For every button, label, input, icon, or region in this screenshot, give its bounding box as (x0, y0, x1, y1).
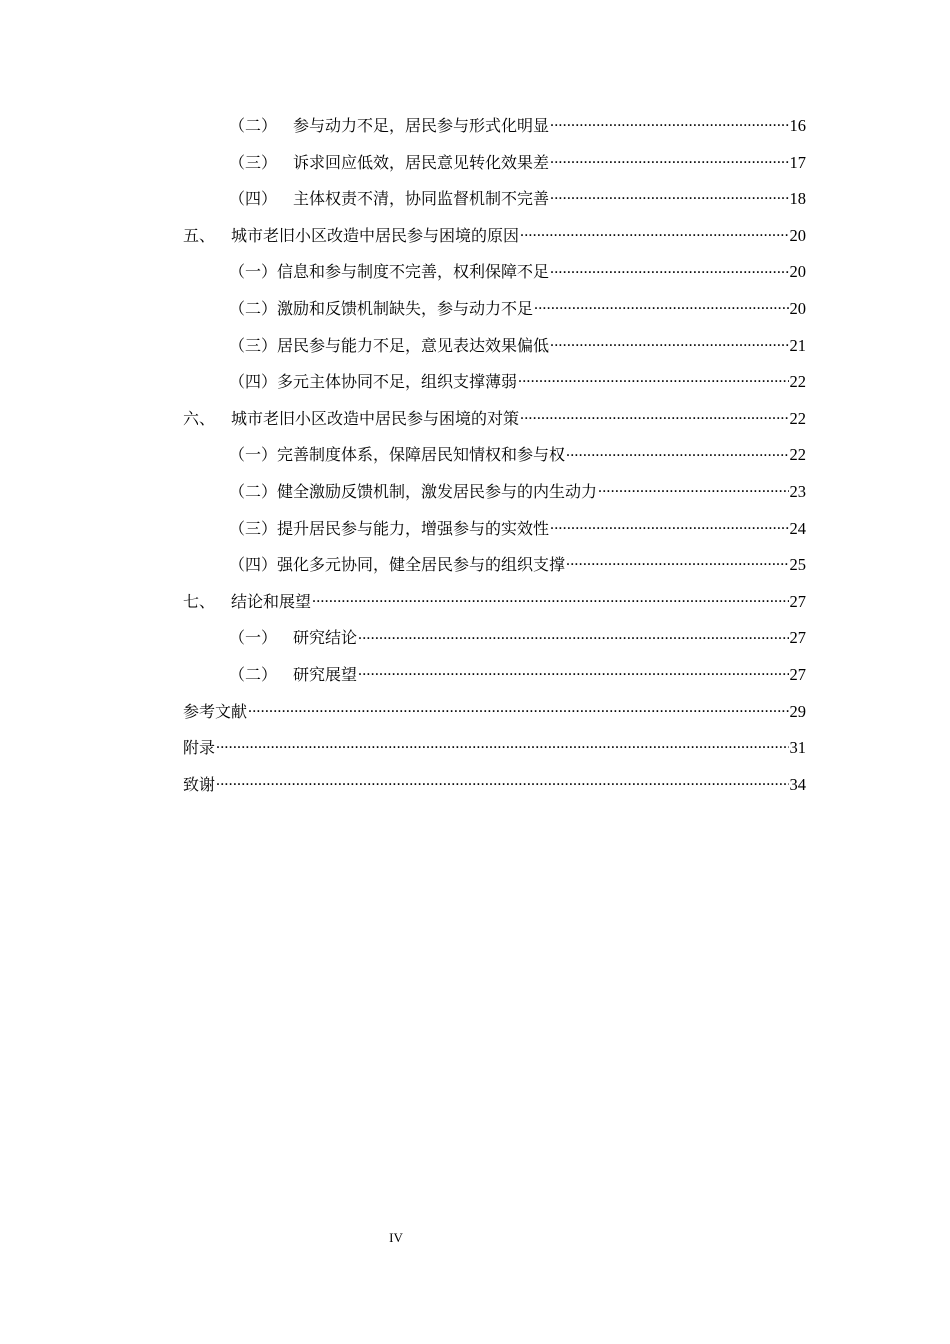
toc-entry-number: （二） (229, 481, 278, 501)
toc-entry-page: 23 (789, 481, 806, 501)
toc-entry[interactable] (183, 364, 806, 401)
dot-leader (550, 518, 788, 534)
toc-entry-number: （二） (229, 664, 278, 684)
dot-leader (358, 664, 788, 680)
toc-entry-page: 22 (789, 445, 806, 465)
toc-entry-number: 六、 (183, 408, 216, 428)
toc-entry-title: 参与动力不足，居民参与形式化明显 (293, 116, 550, 135)
toc-entry-page: 27 (789, 628, 806, 648)
toc-entry-number: （四） (229, 555, 278, 575)
toc-entry-page: 29 (789, 701, 806, 721)
dot-leader (534, 298, 788, 314)
toc-entry-title: 完善制度体系，保障居民知情权和参与权 (277, 445, 566, 465)
toc-entry-title: 附录 (183, 738, 216, 758)
toc-entry[interactable] (183, 547, 806, 584)
toc-entry[interactable] (183, 328, 806, 365)
toc-entry-number: （一） (229, 262, 278, 282)
toc-entry-title: 研究展望 (293, 664, 358, 684)
toc-entry[interactable] (183, 767, 806, 804)
toc-entry[interactable] (183, 181, 806, 218)
toc-entry-title: 提升居民参与能力，增强参与的实效性 (277, 518, 550, 538)
dot-leader (550, 152, 788, 168)
toc-entry-page: 20 (789, 225, 806, 245)
toc-entry-page: 31 (789, 738, 806, 758)
toc-entry-number: （一） (229, 445, 278, 465)
toc-entry-title: 致谢 (183, 774, 216, 794)
toc-entry-number: （一） (229, 628, 278, 648)
page-number: IV (389, 1230, 403, 1245)
dot-leader (518, 371, 788, 387)
dot-leader (520, 225, 788, 241)
toc-entry[interactable] (183, 218, 806, 255)
toc-entry[interactable] (183, 657, 806, 694)
toc-entry-title: 居民参与能力不足，意见表达效果偏低 (277, 335, 550, 355)
toc-entry-page: 24 (789, 518, 806, 538)
toc-entry-number: （四） (229, 372, 278, 392)
toc-entry[interactable] (183, 474, 806, 511)
toc-entry-page: 20 (789, 262, 806, 282)
toc-entry-title: 多元主体协同不足，组织支撑薄弱 (277, 372, 518, 392)
toc-entry-title: 结论和展望 (231, 591, 312, 611)
toc-entry-number: （三） (229, 518, 278, 538)
toc-entry-title: 研究结论 (293, 628, 358, 648)
dot-leader (550, 115, 788, 131)
toc-entry-number: 五、 (183, 225, 216, 245)
dot-leader (550, 261, 788, 277)
toc-entry-title: 城市老旧小区改造中居民参与困境的原因 (231, 225, 520, 245)
toc-entry-page: 27 (789, 664, 806, 684)
toc-entry-page: 34 (789, 774, 806, 794)
toc-entry-title: 城市老旧小区改造中居民参与困境的对策 (231, 408, 520, 428)
toc-entry[interactable] (183, 145, 806, 182)
toc-entry-page: 16 (789, 116, 806, 135)
dot-leader (216, 774, 788, 790)
toc-entry[interactable] (183, 620, 806, 657)
toc-entry-page: 25 (789, 555, 806, 575)
dot-leader (550, 188, 788, 204)
toc-entry-number: （二） (229, 116, 278, 135)
toc-entry-number: （三） (229, 152, 278, 172)
dot-leader (248, 701, 788, 717)
toc-entry-title: 激励和反馈机制缺失，参与动力不足 (277, 298, 534, 318)
toc-entry-number: （四） (229, 189, 278, 209)
dot-leader (566, 554, 788, 570)
toc-entry-page: 22 (789, 408, 806, 428)
toc-entry[interactable] (183, 254, 806, 291)
toc-entry-page: 27 (789, 591, 806, 611)
toc-entry-page: 20 (789, 298, 806, 318)
toc-entry[interactable] (183, 730, 806, 767)
dot-leader (598, 481, 788, 497)
toc-entry-page: 22 (789, 372, 806, 392)
dot-leader (520, 408, 788, 424)
toc-entry[interactable] (183, 694, 806, 731)
toc-entry[interactable] (183, 291, 806, 328)
dot-leader (312, 591, 788, 607)
dot-leader (550, 335, 788, 351)
toc-entry-number: （二） (229, 298, 278, 318)
toc-entry-title: 信息和参与制度不完善，权利保障不足 (277, 262, 550, 282)
toc-entry-page: 18 (789, 189, 806, 209)
table-of-contents (183, 108, 806, 803)
dot-leader (566, 444, 788, 460)
dot-leader (358, 627, 788, 643)
toc-entry-number: 七、 (183, 591, 216, 611)
toc-entry-title: 强化多元协同，健全居民参与的组织支撑 (277, 555, 566, 575)
toc-entry-title: 参考文献 (183, 701, 248, 721)
toc-entry-page: 21 (789, 335, 806, 355)
toc-entry-number: （三） (229, 335, 278, 355)
dot-leader (216, 737, 788, 753)
toc-entry-title: 诉求回应低效，居民意见转化效果差 (293, 152, 550, 172)
toc-entry[interactable] (183, 401, 806, 438)
toc-entry[interactable] (183, 584, 806, 621)
toc-entry-title: 主体权责不清，协同监督机制不完善 (293, 189, 550, 209)
toc-entry-title: 健全激励反馈机制，激发居民参与的内生动力 (277, 481, 598, 501)
toc-entry[interactable] (183, 511, 806, 548)
toc-entry[interactable] (183, 108, 806, 145)
toc-entry-page: 17 (789, 152, 806, 172)
toc-entry[interactable] (183, 437, 806, 474)
